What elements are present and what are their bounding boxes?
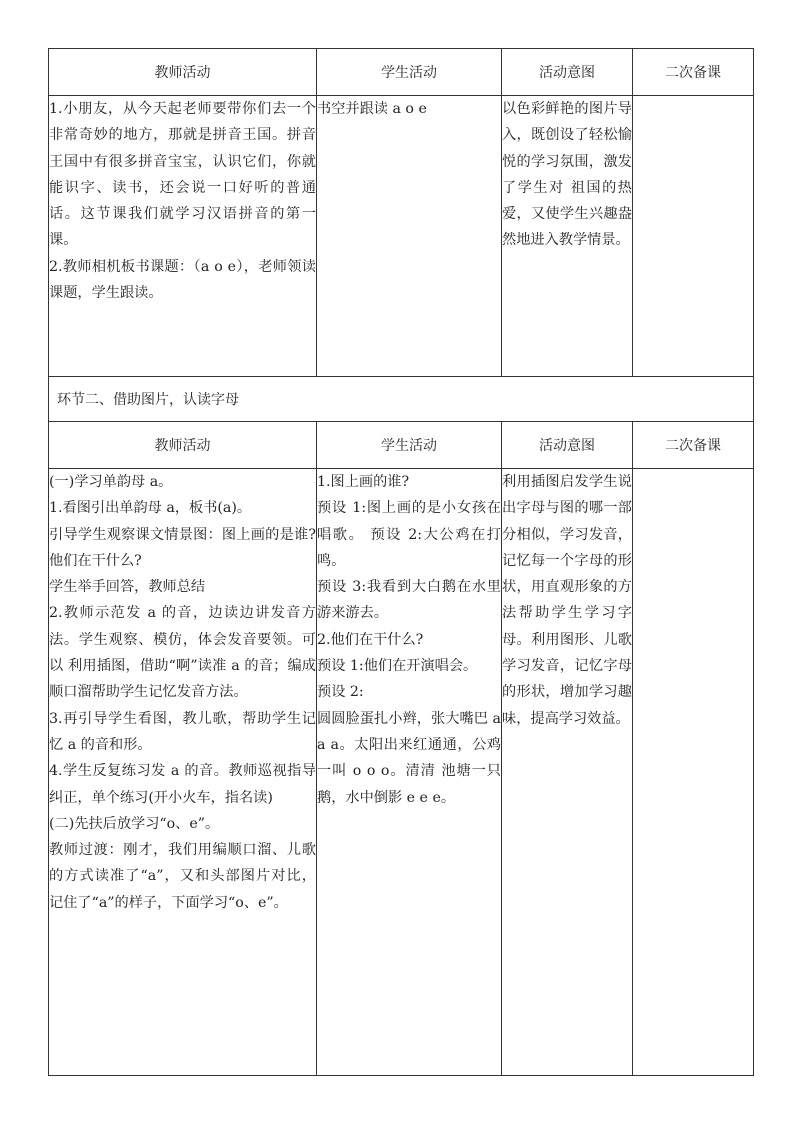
student-activity-cell <box>317 469 502 1076</box>
teacher-activity-cell <box>49 469 317 1076</box>
section-title: 环节二、借助图片，认读字母 <box>49 377 754 422</box>
content-row-2 <box>49 469 754 1076</box>
paragraph: 1.看图引出单韵母 a，板书(a)。 <box>49 500 252 517</box>
header-second-prep: 二次备课 <box>633 422 754 469</box>
content-row-1 <box>49 96 754 377</box>
paragraph: 书空并跟读 a o e <box>317 101 427 117</box>
header-teacher-activity: 教师活动 <box>49 49 317 96</box>
header-activity-intent: 活动意图 <box>502 49 633 96</box>
header-student-activity: 学生活动 <box>317 49 502 96</box>
lesson-plan-table <box>48 48 754 1076</box>
paragraph: 2.他们在干什么? <box>317 631 424 648</box>
paragraph: 1.图上画的谁? <box>317 474 410 490</box>
header-teacher-activity: 教师活动 <box>49 422 317 469</box>
student-activity-cell <box>317 96 502 377</box>
teacher-activity-cell <box>49 96 317 377</box>
paragraph: 以色彩鲜艳的图片导入，既创设了轻松愉悦的学习氛围，激发了学生对 祖国的热爱，又使学生兴趣盎然地进入教学情景。 <box>502 101 632 249</box>
activity-intent-cell <box>502 469 633 1076</box>
header-student-activity: 学生活动 <box>317 422 502 469</box>
paragraph: 引导学生观察课文情景图：图上画的是谁?他们在干什么? <box>49 526 316 569</box>
second-prep-cell <box>633 469 754 1076</box>
paragraph: 预设 2: <box>317 684 364 701</box>
paragraph: 2.教师示范发 a 的音，边读边讲发音方法。学生观察、模仿，体会发音要领。可以 利用插图，借助“啊”读准 a 的音；编成顺口溜帮助学生记忆发音方法。 <box>49 605 316 701</box>
activity-intent-cell <box>502 96 633 377</box>
paragraph: 预设 1:图上画的是小女孩在唱歌。 预设 2:大公鸡在打鸣。 <box>317 500 501 569</box>
paragraph: 4.学生反复练习发 a 的音。教师巡视指导纠正，单个练习(开小火车，指名读) <box>49 763 316 806</box>
paragraph: 学生举手回答，教师总结 <box>49 579 206 596</box>
paragraph: 2.教师相机板书课题：（a o e），老师领读课题，学生跟读。 <box>49 258 316 302</box>
paragraph: 3.再引导学生看图，教儿歌，帮助学生记忆 a 的音和形。 <box>49 710 316 753</box>
header-second-prep: 二次备课 <box>633 49 754 96</box>
paragraph: 预设 1:他们在开演唱会。 <box>317 658 478 675</box>
paragraph: 利用插图启发学生说出字母与图的哪一部分相似，学习发音，记忆每一个字母的形状，用直观形象的方法帮助学生学习字母。利用图形、儿歌学习发音，记忆字母的形状，增加学习趣味，提高学习效益。 <box>502 474 632 727</box>
paragraph: 圆圆脸蛋扎小辫，张大嘴巴 a a a。太阳出来红通通，公鸡一叫 o o o。清清 池塘一只鹅，水中倒影 e e e。 <box>317 710 501 806</box>
paragraph: (一)学习单韵母 a。 <box>49 474 173 490</box>
paragraph: 教师过渡：刚才，我们用编顺口溜、儿歌的方式读准了“a”，又和头部图片对比， 记住了“a”的样子，下面学习“o、e”。 <box>49 842 316 911</box>
header-activity-intent: 活动意图 <box>502 422 633 469</box>
header-row <box>49 49 754 96</box>
paragraph: 预设 3:我看到大白鹅在水里游来游去。 <box>317 579 501 622</box>
header-row <box>49 422 754 469</box>
paragraph: (二)先扶后放学习“o、e”。 <box>49 815 220 832</box>
paragraph: 1.小朋友，从今天起老师要带你们去一个非常奇妙的地方，那就是拼音王国。拼音 王国中有很多拼音宝宝，认识它们，你就能识字、读书，还会说一口好听的普通话。这节课我们就学习汉语拼音的第一课。 <box>49 101 316 249</box>
section-row <box>49 377 754 422</box>
second-prep-cell <box>633 96 754 377</box>
